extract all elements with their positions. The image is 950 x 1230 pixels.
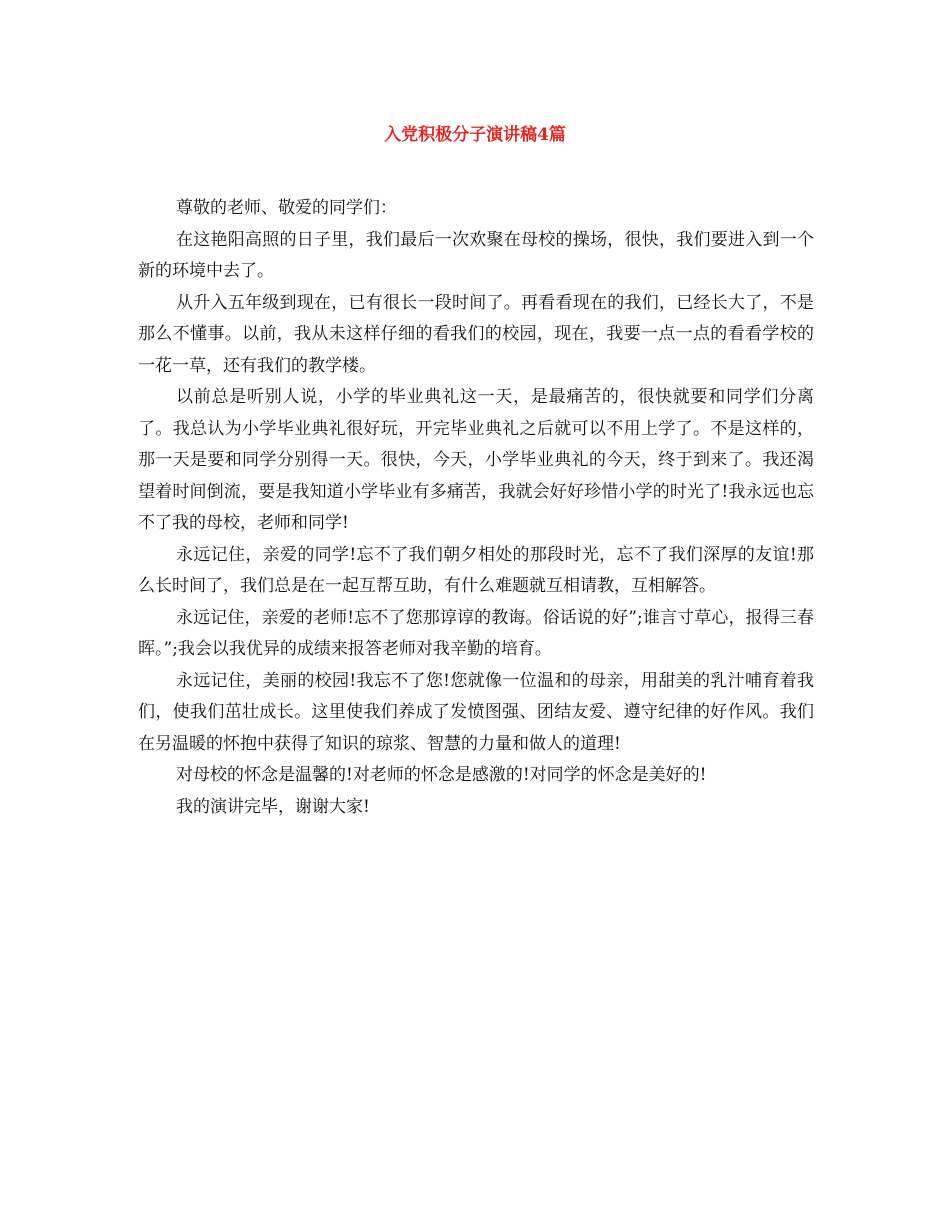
paragraph: 在这艳阳高照的日子里，我们最后一次欢聚在母校的操场，很快，我们要进入到一个新的环境中去了。 (138, 229, 814, 281)
paragraph: 永远记住，亲爱的同学!忘不了我们朝夕相处的那段时光，忘不了我们深厚的友谊!那么长时间了，我们总是在一起互帮互助，有什么难题就互相请教，互相解答。 (138, 544, 814, 596)
document-body (138, 193, 814, 823)
paragraph: 从升入五年级到现在，已有很长一段时间了。再看看现在的我们，已经长大了，不是那么不懂事。以前，我从未这样仔细的看我们的校园，现在，我要一点一点的看看学校的一花一草，还有我们的教学楼。 (138, 292, 814, 376)
paragraph: 永远记住，美丽的校园!我忘不了您!您就像一位温和的母亲，用甜美的乳汁哺育着我们，使我们茁壮成长。这里使我们养成了发愤图强、团结友爱、遵守纪律的好作风。我们在另温暖的怀抱中获得了知识的琼浆、智慧的力量和做人的道理! (138, 670, 814, 754)
paragraph-salutation: 尊敬的老师、敬爱的同学们： (176, 198, 397, 218)
paragraph-closing: 我的演讲完毕，谢谢大家! (176, 796, 370, 817)
document-title: 入党积极分子演讲稿4篇 (384, 125, 566, 145)
paragraph: 以前总是听别人说，小学的毕业典礼这一天，是最痛苦的，很快就要和同学们分离了。我总认为小学毕业典礼很好玩，开完毕业典礼之后就可以不用上学了。不是这样的，那一天是要和同学分别得一天。很快，今天，小学毕业典礼的今天，终于到来了。我还渴望着时间倒流，要是我知道小学毕业有多痛苦，我就会好好珍惜小学的时光了!我永远也忘不了我的母校，老师和同学! (138, 387, 814, 533)
paragraph: 永远记住，亲爱的老师!忘不了您那谆谆的教诲。俗话说的好”;谁言寸草心，报得三春晖。”;我会以我优异的成绩来报答老师对我辛勤的培育。 (138, 607, 814, 659)
paragraph: 对母校的怀念是温馨的!对老师的怀念是感激的!对同学的怀念是美好的! (176, 765, 707, 785)
